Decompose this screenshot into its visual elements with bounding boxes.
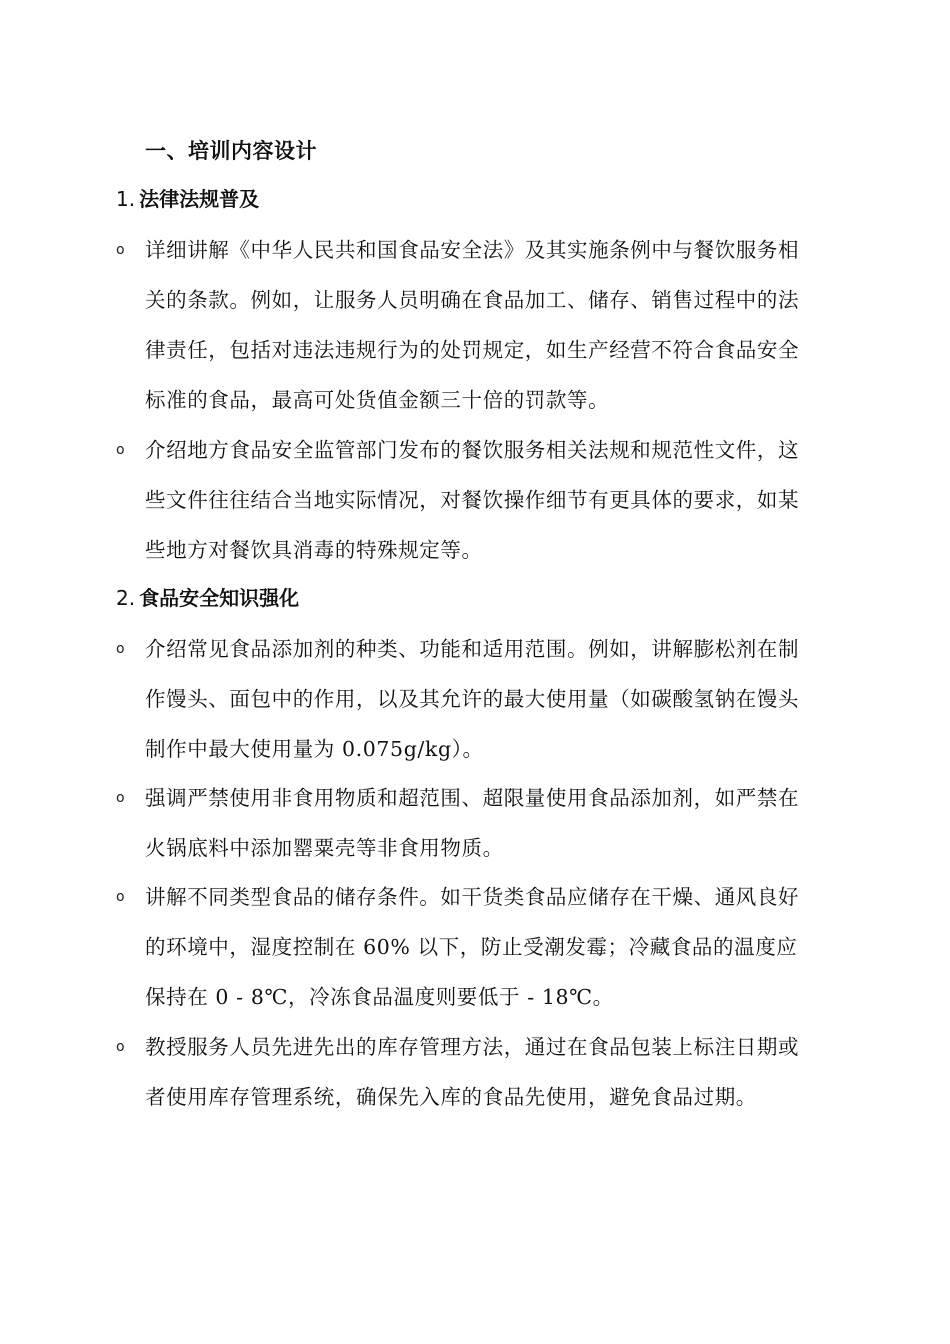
section-title-text: 食品安全知识强化: [139, 586, 300, 610]
list-item: [116, 773, 816, 873]
page-heading: 一、培训内容设计: [145, 139, 317, 163]
bullet-marker: o: [116, 1039, 125, 1055]
list-item: [116, 624, 816, 774]
list-item: [116, 1022, 816, 1122]
section-title-text: 法律法规普及: [139, 187, 260, 211]
section-title-1: [116, 184, 259, 214]
bullet-marker: o: [116, 889, 125, 905]
bullet-marker: o: [116, 442, 125, 458]
list-item: [116, 425, 816, 575]
bullet-marker: o: [116, 242, 125, 258]
list-item-text: 介绍地方食品安全监管部门发布的餐饮服务相关法规和规范性文件，这些文件往往结合当地实际情况，对餐饮操作细节有更具体的要求，如某些地方对餐饮具消毒的特殊规定等。: [145, 438, 800, 562]
section-title-2: [116, 583, 299, 613]
list-item-text: 详细讲解《中华人民共和国食品安全法》及其实施条例中与餐饮服务相关的条款。例如，让服务人员明确在食品加工、储存、销售过程中的法律责任，包括对违法违规行为的处罚规定，如生产经营不符合食品安全标准的食品，最高可处货值金额三十倍的罚款等。: [145, 238, 800, 412]
list-item-text: 介绍常见食品添加剂的种类、功能和适用范围。例如，讲解膨松剂在制作馒头、面包中的作用，以及其允许的最大使用量（如碳酸氢钠在馒头制作中最大使用量为 0.075g/kg）。: [145, 637, 800, 761]
list-item: [116, 225, 816, 425]
list-item-text: 讲解不同类型食品的储存条件。如干货类食品应储存在干燥、通风良好的环境中，湿度控制在 60% 以下，防止受潮发霉；冷藏食品的温度应保持在 0 - 8℃，冷冻食品温度则要低于 - 18℃。: [145, 885, 800, 1009]
list-item-text: 教授服务人员先进先出的库存管理方法，通过在食品包装上标注日期或者使用库存管理系统，确保先入库的食品先使用，避免食品过期。: [145, 1035, 800, 1109]
section-number: 1.: [116, 187, 136, 211]
bullet-marker: o: [116, 641, 125, 657]
bullet-marker: o: [116, 790, 125, 806]
list-item: [116, 872, 816, 1022]
list-item-text: 强调严禁使用非食用物质和超范围、超限量使用食品添加剂，如严禁在火锅底料中添加罂粟壳等非食用物质。: [145, 786, 800, 860]
section-number: 2.: [116, 586, 136, 610]
